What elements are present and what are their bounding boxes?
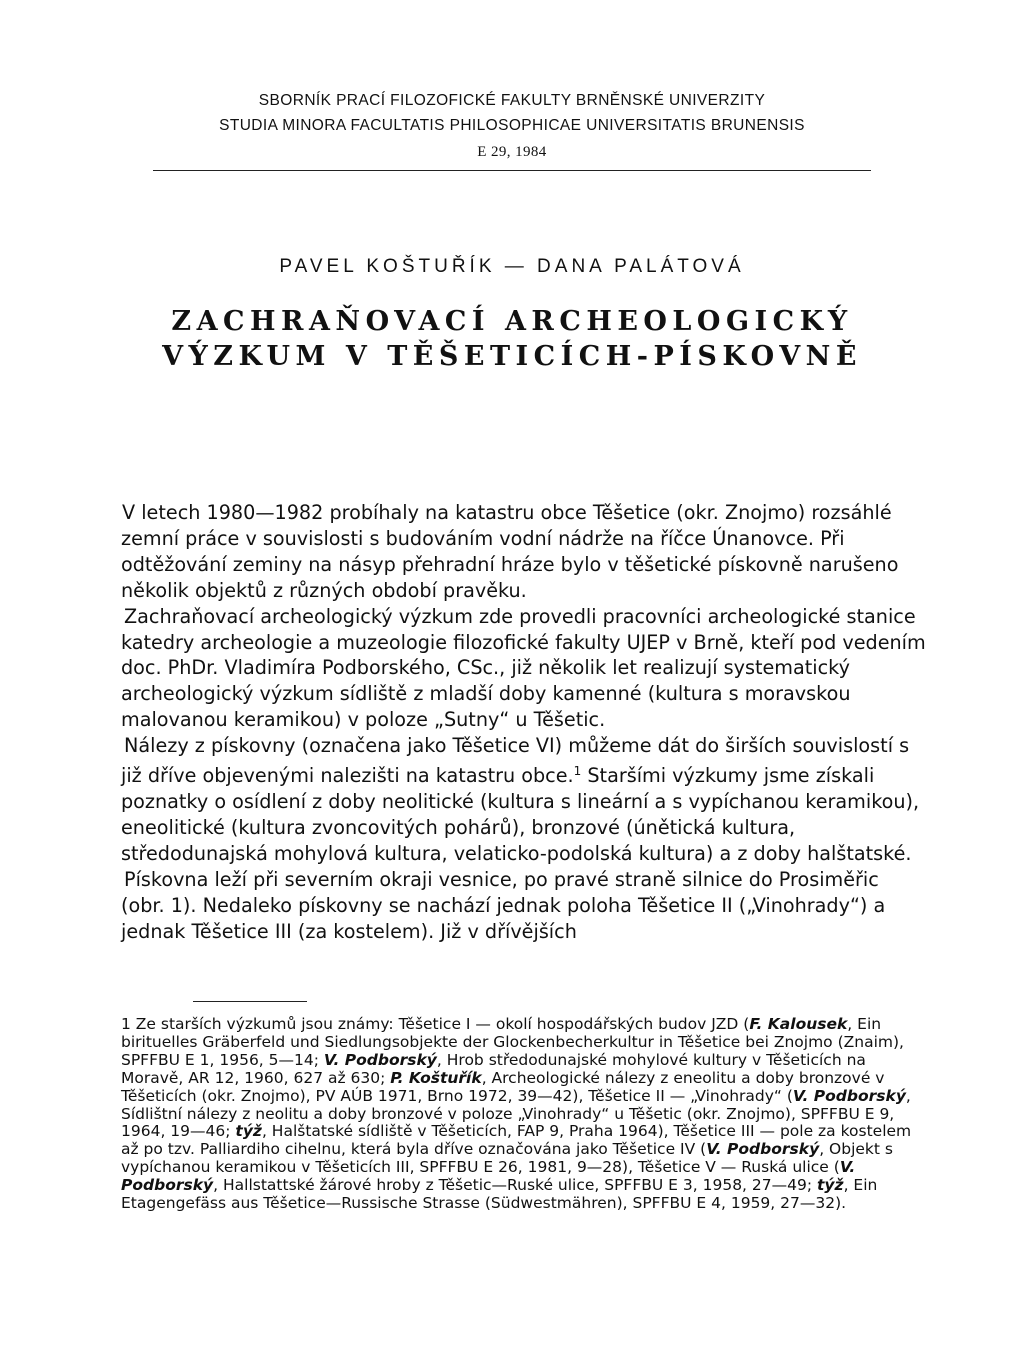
footnote-author: V. Podborský <box>323 1050 437 1069</box>
body-text <box>121 500 927 944</box>
authors: PAVEL KOŠTUŘÍK — DANA PALÁTOVÁ <box>279 256 745 277</box>
journal-name-czech: SBORNÍK PRACÍ FILOZOFICKÉ FAKULTY BRNĚNSKÉ UNIVERZITY <box>258 92 766 109</box>
journal-name-latin: STUDIA MINORA FACULTATIS PHILOSOPHICAE UNIVERSITATIS BRUNENSIS <box>219 117 805 134</box>
footnote-author: P. Koštuřík <box>390 1068 482 1087</box>
footnote-rule <box>193 1001 307 1002</box>
footnote-author: V. Podborský <box>706 1140 820 1159</box>
footnote-text: , Halštatské sídliště v Těšeticích, FAP 9, Praha 1964), Těšetice III — pole za kostelem až po tzv. Palliardiho cihelnu, která byla dříve označována jako Těšetice IV ( <box>121 1122 912 1159</box>
footnote-text: , Hrob středodunajské mohylové kultury v Těšeticích na Moravě, AR 12, 1960, 627 až 630; <box>121 1050 866 1087</box>
footnote-1 <box>121 1016 927 1213</box>
footnote-text: , Ein Etagengefäss aus Těšetice—Russische Strasse (Südwestmähren), SPFFBU E 4, 1959, 27—32). <box>121 1176 878 1213</box>
paragraph-2: Zachraňovací archeologický výzkum zde provedli pracovníci archeologické stanice katedry archeologie a muzeologie filozofické fakulty UJEP v Brně, kteří pod vedením doc. PhDr. Vladimíra Podborského, CSc., již několik let realizují systematický archeologický výzkum sídliště z mladší doby kamenné (kultura s moravskou malovanou keramikou) v poloze „Sutny“ u Těšetic. <box>121 604 926 732</box>
footnote-author: V. Podborský <box>792 1086 906 1105</box>
footnote-author: týž <box>235 1122 262 1141</box>
article-title-line-2: VÝZKUM V TĚŠETICÍCH-PÍSKOVNĚ <box>162 341 862 372</box>
paragraph-1: V letech 1980—1982 probíhaly na katastru obce Těšetice (okr. Znojmo) rozsáhlé zemní práce v souvislosti s budováním vodní nádrže na říčce Únanovce. Při odtěžování zeminy na násyp přehradní hráze bylo v těšetické pískovně narušeno několik objektů z různých období pravěku. <box>121 501 899 602</box>
journal-volume: E 29, 1984 <box>477 144 547 160</box>
footnote-text: , Ein birituelles Gräberfeld und Siedlungsobjekte der Glockenbecherkultur in Těšetice bei Znojmo (Znaim), SPFFBU E 1, 1956, 5—14; <box>121 1015 904 1069</box>
footnote-text: , Sídlištní nálezy z neolitu a doby bronzové v poloze „Vinohrady“ u Těšetic (okr. Znojmo), SPFFBU E 9, 1964, 19—46; <box>121 1086 911 1141</box>
footnote-text: , Archeologické nálezy z eneolitu a doby bronzové v Těšeticích (okr. Znojmo), PV AÚB 1971, Brno 1972, 39—42), Těšetice II — „Vinohrady“ ( <box>121 1068 885 1105</box>
footnote-text: 1 Ze starších výzkumů jsou známy: Těšetice I — okolí hospodářských budov JZD ( <box>121 1015 750 1033</box>
footnote-author: F. Kalousek <box>749 1015 848 1033</box>
footnote-author: týž <box>817 1176 844 1195</box>
article-title-line-1: ZACHRAŇOVACÍ ARCHEOLOGICKÝ <box>171 306 853 337</box>
footnote-text: , Objekt s vypíchanou keramikou v Těšeticích III, SPFFBU E 26, 1981, 9—28), Těšetice V — Ruská ulice ( <box>121 1140 893 1177</box>
footnote-reference[interactable]: 1 <box>573 764 582 779</box>
paragraph-3-text-b: Staršími výzkumy jsme získali poznatky o osídlení z doby neolitické (kultura s lineární a s vypíchanou keramikou), eneolitické (kultura zvoncovitých pohárů), bronzové (únětická kultura, středodunajská mohylová kultura, velaticko-podolská kultura) a z doby halštatské. <box>121 764 920 865</box>
paragraph-3-text-a: Nálezy z pískovny (označena jako Těšetice VI) můžeme dát do širších souvislostí s již dříve objevenými nalezišti na katastru obce. <box>121 734 910 788</box>
footnote-author: V. Podborský <box>121 1158 856 1195</box>
paragraph-4: Pískovna leží při severním okraji vesnice, po pravé straně silnice do Prosiměřic (obr. 1). Nedaleko pískovny se nachází jednak poloha Těšetice II („Vinohrady“) a jednak Těšetice III (za kostelem). Již v dřívějších <box>121 867 886 943</box>
paragraph-3 <box>121 733 927 867</box>
footnote-text: , Hallstattské žárové hroby z Těšetic—Ruské ulice, SPFFBU E 3, 1958, 27—49; <box>213 1176 818 1195</box>
header-rule <box>153 170 871 171</box>
